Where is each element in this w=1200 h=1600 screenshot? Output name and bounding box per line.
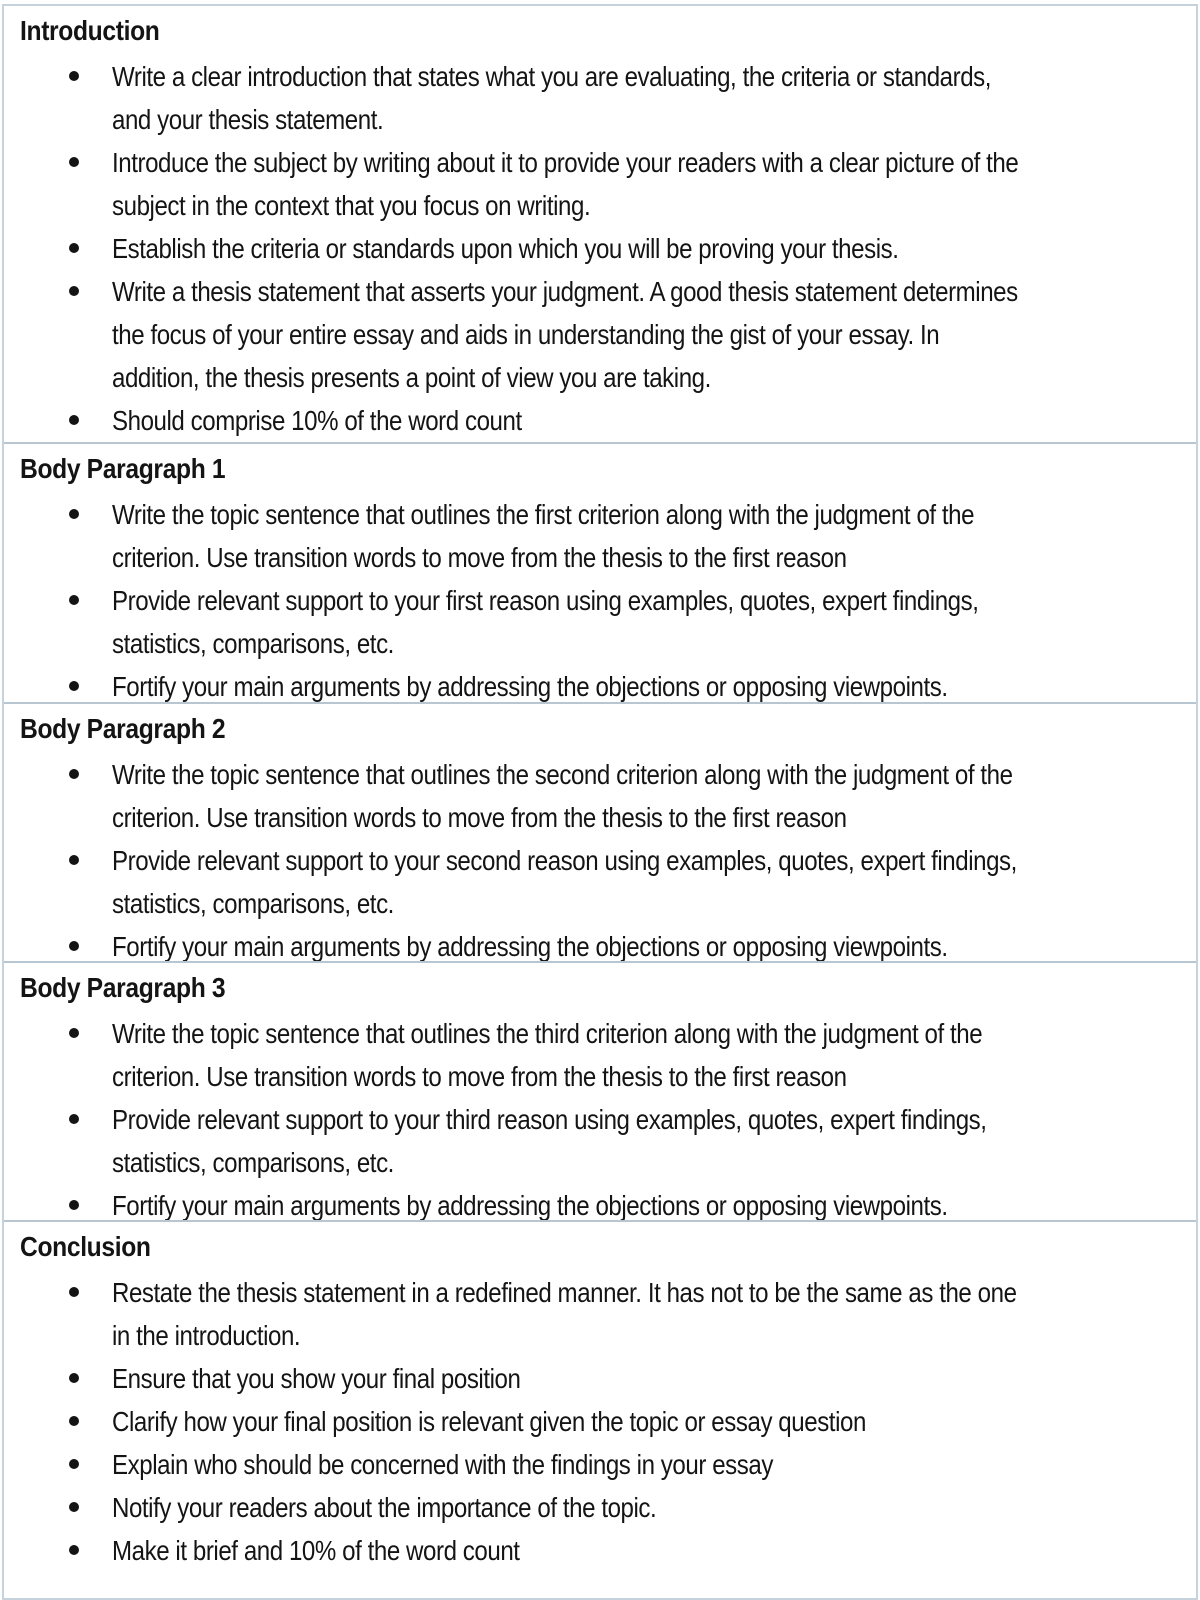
section-heading: Body Paragraph 2 xyxy=(20,713,226,744)
bullet-list xyxy=(4,753,1192,961)
list-item xyxy=(4,1184,1192,1220)
bullet-text-line: in the introduction. xyxy=(112,1320,301,1351)
list-item xyxy=(4,753,1192,839)
bullet-text-line: Write a clear introduction that states what you are evaluating, the criteria or standards, xyxy=(112,61,992,92)
bullet-icon xyxy=(69,681,79,691)
bullet-text-line: Make it brief and 10% of the word count xyxy=(112,1535,520,1566)
list-item xyxy=(4,665,1192,702)
body-paragraph-2-section xyxy=(4,702,1196,961)
bullet-text-line: the focus of your entire essay and aids in understanding the gist of your essay. In xyxy=(112,319,940,350)
list-item xyxy=(4,1529,1192,1572)
bullet-icon xyxy=(69,1373,79,1383)
bullet-icon xyxy=(69,157,79,167)
bullet-list xyxy=(4,1012,1192,1220)
list-item xyxy=(4,141,1192,227)
bullet-text-line: Fortify your main arguments by addressing the objections or opposing viewpoints. xyxy=(112,1190,948,1220)
body-paragraph-1-section xyxy=(4,442,1196,702)
bullet-text-line: Restate the thesis statement in a redefined manner. It has not to be the same as the one xyxy=(112,1277,1017,1308)
bullet-icon xyxy=(69,415,79,425)
bullet-text-line: Clarify how your final position is relevant given the topic or essay question xyxy=(112,1406,866,1437)
list-item xyxy=(4,55,1192,141)
list-item xyxy=(4,1012,1192,1098)
bullet-text-line: subject in the context that you focus on writing. xyxy=(112,190,591,221)
bullet-text-line: Provide relevant support to your second reason using examples, quotes, expert findings, xyxy=(112,845,1017,876)
bullet-text-line: Write the topic sentence that outlines the first criterion along with the judgment of the xyxy=(112,499,975,530)
bullet-icon xyxy=(69,1416,79,1426)
bullet-text-line: Notify your readers about the importance of the topic. xyxy=(112,1492,657,1523)
bullet-icon xyxy=(69,769,79,779)
list-item xyxy=(4,227,1192,270)
bullet-icon xyxy=(69,1114,79,1124)
bullet-text-line: Ensure that you show your final position xyxy=(112,1363,521,1394)
bullet-icon xyxy=(69,71,79,81)
bullet-icon xyxy=(69,286,79,296)
bullet-text-line: Establish the criteria or standards upon which you will be proving your thesis. xyxy=(112,233,899,264)
bullet-icon xyxy=(69,1459,79,1469)
bullet-icon xyxy=(69,595,79,605)
bullet-text-line: Write the topic sentence that outlines the second criterion along with the judgment of the xyxy=(112,759,1013,790)
list-item xyxy=(4,493,1192,579)
bullet-text-line: statistics, comparisons, etc. xyxy=(112,888,394,919)
bullet-text-line: Introduce the subject by writing about it to provide your readers with a clear picture of the xyxy=(112,147,1019,178)
section-heading: Conclusion xyxy=(20,1231,151,1262)
list-item xyxy=(4,1443,1192,1486)
essay-outline-table xyxy=(2,4,1198,1600)
bullet-text-line: Write the topic sentence that outlines the third criterion along with the judgment of the xyxy=(112,1018,983,1049)
list-item xyxy=(4,270,1192,399)
list-item xyxy=(4,1271,1192,1357)
bullet-text-line: Should comprise 10% of the word count xyxy=(112,405,522,436)
bullet-text-line: criterion. Use transition words to move from the thesis to the first reason xyxy=(112,802,847,833)
list-item xyxy=(4,1486,1192,1529)
bullet-icon xyxy=(69,855,79,865)
bullet-icon xyxy=(69,1287,79,1297)
bullet-text-line: Write a thesis statement that asserts your judgment. A good thesis statement determines xyxy=(112,276,1018,307)
bullet-text-line: Fortify your main arguments by addressing the objections or opposing viewpoints. xyxy=(112,671,948,702)
bullet-text-line: Provide relevant support to your first reason using examples, quotes, expert findings, xyxy=(112,585,979,616)
list-item xyxy=(4,399,1192,442)
bullet-text-line: statistics, comparisons, etc. xyxy=(112,1147,394,1178)
bullet-list xyxy=(4,55,1192,442)
conclusion-section xyxy=(4,1220,1196,1598)
list-item xyxy=(4,579,1192,665)
bullet-icon xyxy=(69,509,79,519)
list-item xyxy=(4,1098,1192,1184)
bullet-text-line: Provide relevant support to your third reason using examples, quotes, expert findings, xyxy=(112,1104,987,1135)
bullet-text-line: Explain who should be concerned with the findings in your essay xyxy=(112,1449,773,1480)
section-heading: Body Paragraph 3 xyxy=(20,972,226,1003)
section-heading: Body Paragraph 1 xyxy=(20,453,226,484)
bullet-text-line: Fortify your main arguments by addressing the objections or opposing viewpoints. xyxy=(112,931,948,961)
bullet-text-line: criterion. Use transition words to move from the thesis to the first reason xyxy=(112,542,847,573)
body-paragraph-3-section xyxy=(4,961,1196,1220)
bullet-icon xyxy=(69,941,79,951)
list-item xyxy=(4,839,1192,925)
bullet-icon xyxy=(69,1545,79,1555)
list-item xyxy=(4,925,1192,961)
list-item xyxy=(4,1400,1192,1443)
list-item xyxy=(4,1357,1192,1400)
introduction-section xyxy=(4,6,1196,442)
bullet-text-line: criterion. Use transition words to move from the thesis to the first reason xyxy=(112,1061,847,1092)
bullet-icon xyxy=(69,1028,79,1038)
bullet-text-line: addition, the thesis presents a point of view you are taking. xyxy=(112,362,711,393)
bullet-list xyxy=(4,493,1192,702)
bullet-text-line: and your thesis statement. xyxy=(112,104,384,135)
bullet-icon xyxy=(69,1200,79,1210)
bullet-icon xyxy=(69,1502,79,1512)
bullet-icon xyxy=(69,243,79,253)
section-heading: Introduction xyxy=(20,15,160,46)
bullet-text-line: statistics, comparisons, etc. xyxy=(112,628,394,659)
bullet-list xyxy=(4,1271,1192,1572)
